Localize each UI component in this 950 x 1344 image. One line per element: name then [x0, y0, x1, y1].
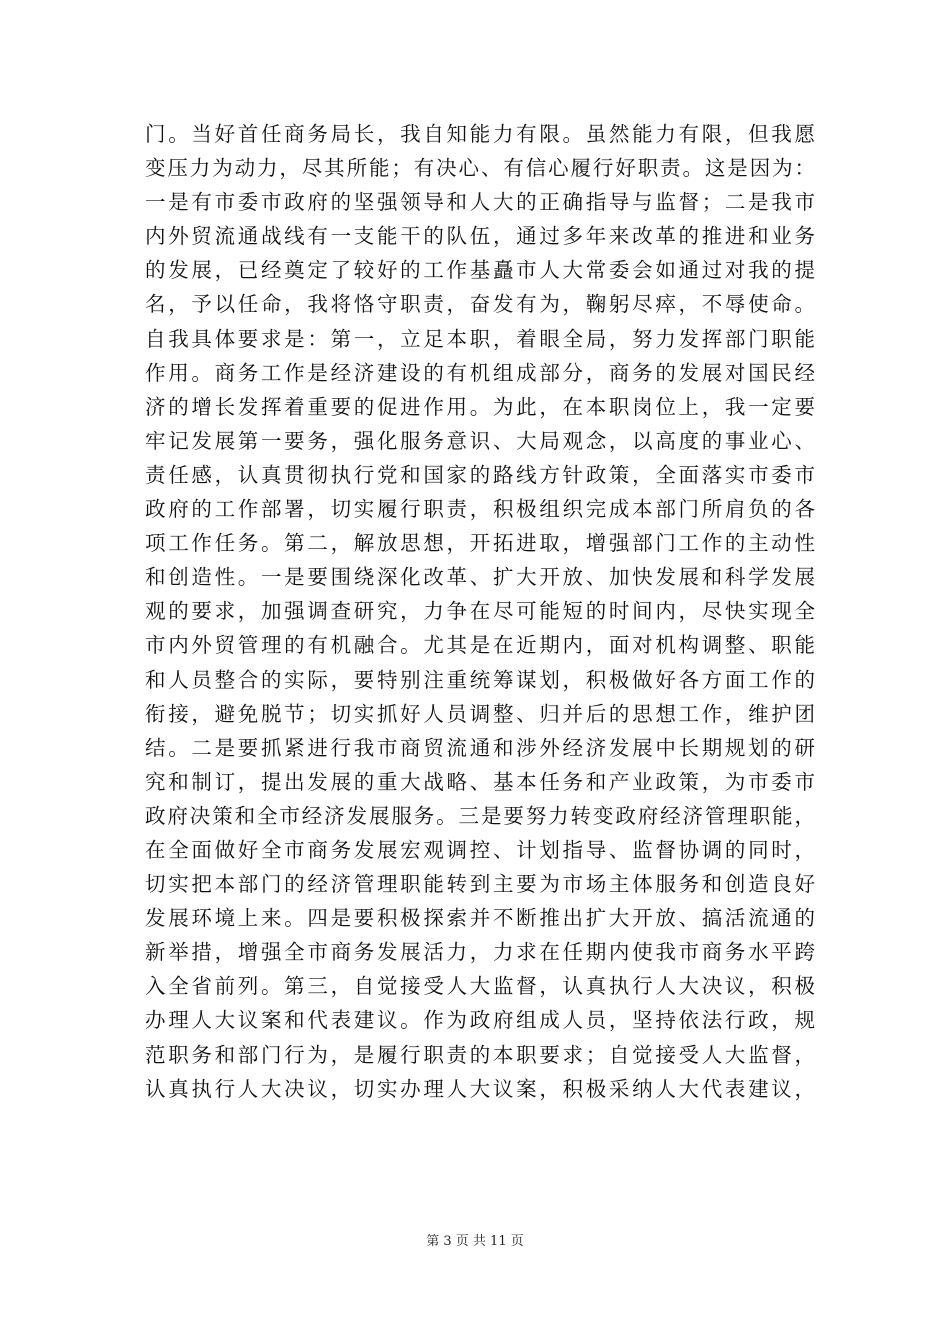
- text-line: 济的增长发挥着重要的促进作用。为此，在本职岗位上，我一定要: [145, 394, 815, 419]
- text-line: 一是有市委市政府的坚强领导和人大的正确指导与监督；二是我市: [145, 190, 815, 215]
- text-line: 认真执行人大决议，切实办理人大议案，积极采纳人大代表建议，: [145, 1076, 815, 1101]
- text-line: 范职务和部门行为，是履行职责的本职要求；自觉接受人大监督，: [145, 1042, 815, 1067]
- text-line: 政府决策和全市经济发展服务。三是要努力转变政府经济管理职能，: [145, 803, 815, 828]
- text-line: 衔接，避免脱节；切实抓好人员调整、归并后的思想工作，维护团: [145, 701, 815, 726]
- page-number-footer: 第 3 页 共 11 页: [426, 1234, 524, 1249]
- text-line: 和创造性。一是要围绕深化改革、扩大开放、加快发展和科学发展: [145, 565, 815, 590]
- text-line: 切实把本部门的经济管理职能转到主要为市场主体服务和创造良好: [145, 872, 815, 897]
- text-line: 结。二是要抓紧进行我市商贸流通和涉外经济发展中长期规划的研: [145, 735, 815, 760]
- text-line: 牢记发展第一要务，强化服务意识、大局观念，以高度的事业心、: [145, 428, 815, 453]
- text-line: 入全省前列。第三，自觉接受人大监督，认真执行人大决议，积极: [145, 974, 815, 999]
- text-line: 内外贸流通战线有一支能干的队伍，通过多年来改革的推进和业务: [145, 224, 815, 249]
- text-line: 项工作任务。第二，解放思想，开拓进取，增强部门工作的主动性: [145, 531, 815, 556]
- text-line: 观的要求，加强调查研究，力争在尽可能短的时间内，尽快实现全: [145, 599, 815, 624]
- text-line: 门。当好首任商务局长，我自知能力有限。虽然能力有限，但我愿: [145, 122, 815, 146]
- text-line: 发展环境上来。四是要积极探索并不断推出扩大开放、搞活流通的: [145, 906, 815, 931]
- text-line: 变压力为动力，尽其所能；有决心、有信心履行好职责。这是因为：: [145, 156, 815, 181]
- text-line: 的发展，已经奠定了较好的工作基矗市人大常委会如通过对我的提: [145, 258, 815, 283]
- text-line: 责任感，认真贯彻执行党和国家的路线方针政策，全面落实市委市: [145, 462, 815, 487]
- text-line: 在全面做好全市商务发展宏观调控、计划指导、监督协调的同时，: [145, 837, 815, 862]
- text-line: 名，予以任命，我将恪守职责，奋发有为，鞠躬尽瘁，不辱使命。: [145, 292, 815, 317]
- text-line: 自我具体要求是：第一，立足本职，着眼全局，努力发挥部门职能: [145, 326, 815, 351]
- body-text: [145, 117, 815, 1106]
- text-line: 市内外贸管理的有机融合。尤其是在近期内，面对机构调整、职能: [145, 633, 815, 658]
- text-line: 政府的工作部署，切实履行职责，积极组织完成本部门所肩负的各: [145, 497, 815, 522]
- text-line: 新举措，增强全市商务发展活力，力求在任期内使我市商务水平跨: [145, 940, 815, 965]
- text-line: 作用。商务工作是经济建设的有机组成部分，商务的发展对国民经: [145, 360, 815, 385]
- text-line: 究和制订，提出发展的重大战略、基本任务和产业政策，为市委市: [145, 769, 815, 794]
- text-line: 和人员整合的实际，要特别注重统筹谋划，积极做好各方面工作的: [145, 667, 815, 692]
- text-line: 办理人大议案和代表建议。作为政府组成人员，坚持依法行政，规: [145, 1008, 815, 1033]
